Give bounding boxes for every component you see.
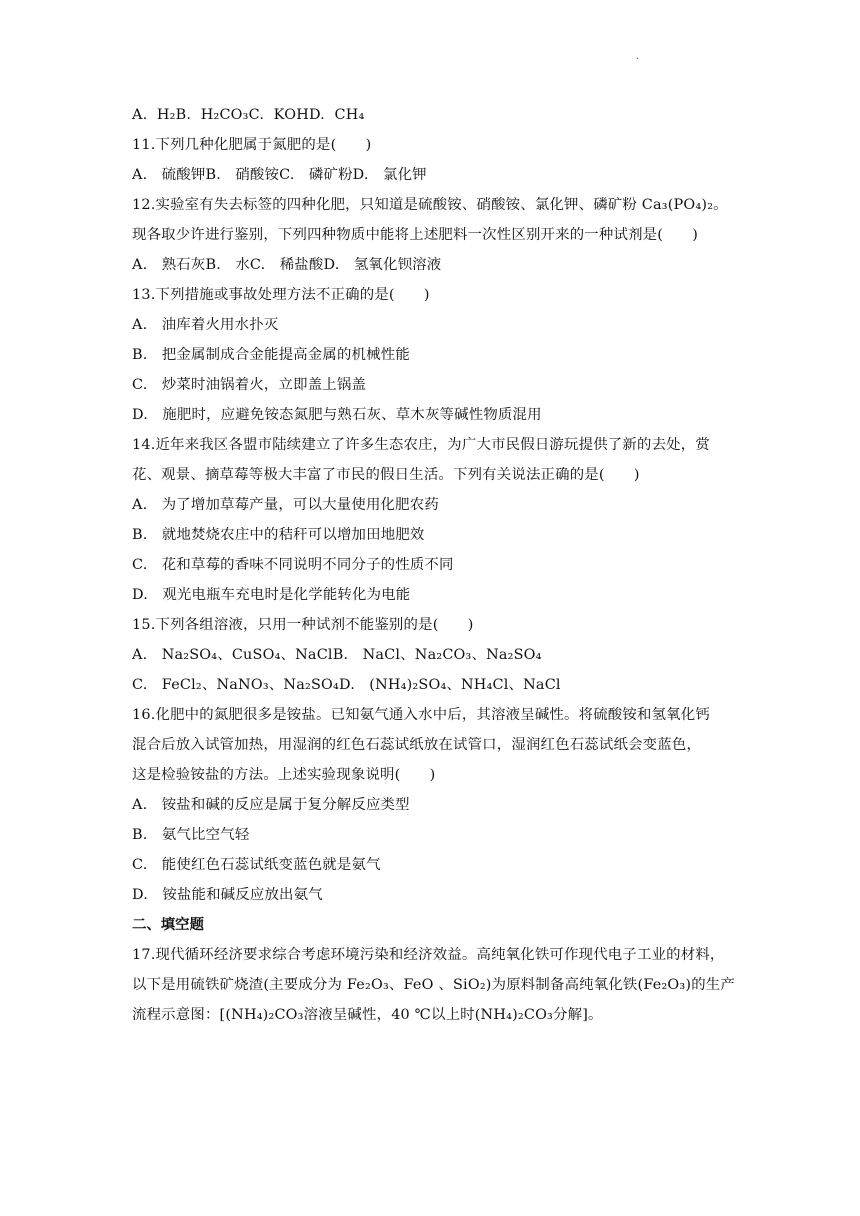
q10-options: A. H₂B. H₂CO₃C. KOHD. CH₄ [132, 107, 365, 123]
q12-stem-line1: 12.实验室有失去标签的四种化肥，只知道是硫酸铵、硝酸铵、氯化钾、磷矿粉 Ca₃(PO₄)₂。 [132, 197, 728, 213]
q15-options-cd: C. FeCl₂、NaNO₃、Na₂SO₄D. (NH₄)₂SO₄、NH₄Cl、NaCl [132, 677, 561, 693]
q15-options-ab: A. Na₂SO₄、CuSO₄、NaClB. NaCl、Na₂CO₃、Na₂SO₄ [132, 647, 542, 663]
q15-stem: 15.下列各组溶液，只用一种试剂不能鉴别的是( ) [132, 617, 474, 633]
q17-line2: 以下是用硫铁矿烧渣(主要成分为 Fe₂O₃、FeO 、SiO₂)为原料制备高纯氧化铁(Fe₂O₃)的生产 [132, 977, 735, 993]
q16-stem-line2: 混合后放入试管加热，用湿润的红色石蕊试纸放在试管口，湿润红色石蕊试纸会变蓝色， [132, 737, 702, 753]
section-heading: 二、填空题 [132, 917, 204, 933]
q11-stem: 11.下列几种化肥属于氮肥的是( ) [132, 137, 372, 153]
q12-stem-line2: 现各取少许进行鉴别，下列四种物质中能将上述肥料一次性区别开来的一种试剂是( ) [132, 227, 699, 243]
q13-option-d: D. 施肥时，应避免铵态氮肥与熟石灰、草木灰等碱性物质混用 [132, 407, 542, 423]
q16-stem-line3: 这是检验铵盐的方法。上述实验现象说明( ) [132, 767, 436, 783]
q14-option-b: B. 就地焚烧农庄中的秸秆可以增加田地肥效 [132, 527, 425, 543]
q14-option-d: D. 观光电瓶车充电时是化学能转化为电能 [132, 587, 411, 603]
q14-option-c: C. 花和草莓的香味不同说明不同分子的性质不同 [132, 557, 454, 573]
q16-stem-line1: 16.化肥中的氮肥很多是铵盐。已知氨气通入水中后，其溶液呈碱性。将硫酸铵和氢氧化钙 [132, 707, 710, 723]
q13-option-c: C. 炒菜时油锅着火，立即盖上锅盖 [132, 377, 367, 393]
header-mark: · [636, 54, 640, 65]
q11-options: A. 硫酸钾B. 硝酸铵C. 磷矿粉D. 氯化钾 [132, 167, 427, 183]
q12-options: A. 熟石灰B. 水C. 稀盐酸D. 氢氧化钡溶液 [132, 257, 442, 273]
q17-line3: 流程示意图：[(NH₄)₂CO₃溶液呈碱性，40 ℃以上时(NH₄)₂CO₃分解]。 [132, 1007, 603, 1023]
q16-option-d: D. 铵盐能和碱反应放出氨气 [132, 887, 323, 903]
question-page [132, 100, 744, 1030]
q13-stem: 13.下列措施或事故处理方法不正确的是( ) [132, 287, 430, 303]
q16-option-c: C. 能使红色石蕊试纸变蓝色就是氨气 [132, 857, 381, 873]
q14-stem-line1: 14.近年来我区各盟市陆续建立了许多生态农庄，为广大市民假日游玩提供了新的去处，赏 [132, 437, 710, 453]
q16-option-a: A. 铵盐和碱的反应是属于复分解反应类型 [132, 797, 410, 813]
q13-option-b: B. 把金属制成合金能提高金属的机械性能 [132, 347, 410, 363]
q16-option-b: B. 氨气比空气轻 [132, 827, 250, 843]
q14-stem-line2: 花、观景、摘草莓等极大丰富了市民的假日生活。下列有关说法正确的是( ) [132, 467, 640, 483]
q17-line1: 17.现代循环经济要求综合考虑环境污染和经济效益。高纯氧化铁可作现代电子工业的材料， [132, 947, 725, 963]
q13-option-a: A. 油库着火用水扑灭 [132, 317, 279, 333]
q14-option-a: A. 为了增加草莓产量，可以大量使用化肥农药 [132, 497, 439, 513]
